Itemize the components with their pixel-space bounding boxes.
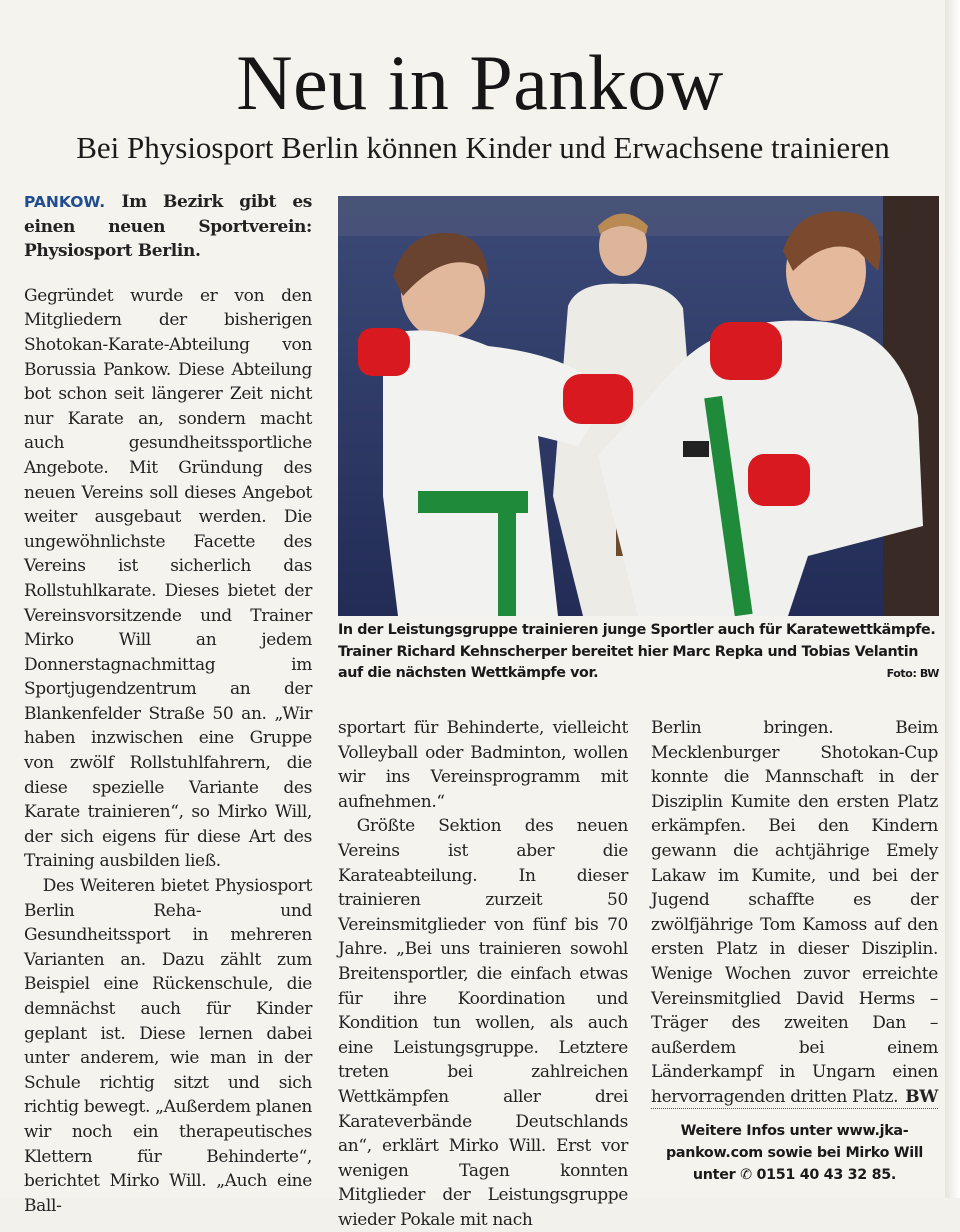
torn-edge xyxy=(945,0,960,1198)
karate-photo xyxy=(338,196,939,616)
article-column-1 xyxy=(24,190,312,1218)
dateline: PANKOW. xyxy=(24,193,106,211)
info-line: Weitere Infos unter www.jka-pankow.com sowie bei Mirko Will unter xyxy=(665,1123,924,1183)
phone-icon: ✆ xyxy=(740,1167,752,1183)
article-column-3 xyxy=(651,716,938,1110)
column-3-text: Berlin bringen. Beim Mecklenburger Shotokan-Cup konnte die Mannschaft in der Disziplin Kumite den ersten Platz erkämpfen. Bei den Kindern gewann die achtjährige Emely Lakaw im Kumite, und bei der Jugend schaffte es der zwölfjährige Tom Kamoss auf den ersten Platz in dieser Disziplin. Wenige Wochen zuvor erreichte Vereinsmitglied David Herms – Träger des zweiten Dan – außerdem bei einem Länderkampf in Ungarn einen hervorragenden dritten Platz. xyxy=(651,718,938,1107)
paragraph: Gegründet wurde er von den Mitgliedern der bisherigen Shotokan-Karate-Abteilung von Borussia Pankow. Diese Abteilung bot schon seit längerer Zeit nicht nur Karate an, sondern macht auch gesundheitssportliche Angebote. Mit Gründung des neuen Vereins soll dieses Angebot weiter ausgebaut werden. Die ungewöhnlichste Facette des Vereins ist sicherlich das Rollstuhlkarate. Dieses bietet der Vereinsvorsitzende und Trainer Mirko Will an jedem Donnerstagnachmittag im Sportjugendzentrum an der Blankenfelder Straße 50 an. „Wir haben inzwischen eine Gruppe von zwölf Rollstuhlfahrern, die diese spezielle Variante des Karate trainieren“, so Mirko Will, der sich eigens für diese Art des Training ausbilden ließ. xyxy=(24,285,312,872)
article-column-2 xyxy=(338,716,628,1232)
photo-credit: Foto: BW xyxy=(886,667,939,680)
divider xyxy=(651,1108,938,1109)
article-lead xyxy=(24,190,312,264)
article-photo xyxy=(338,196,939,616)
article-headline: Neu in Pankow xyxy=(236,39,724,126)
paragraph: Des Weiteren bietet Physiosport Berlin Reha- und Gesundheitssport in mehreren Varianten an. Dazu zählt zum Beispiel eine Rückenschule, die demnächst auch für Kinder geplant ist. Diese lernen dabei unter anderem, wie man in der Schule richtig sitzt und sich richtig bewegt. „Außerdem planen wir noch ein therapeutisches Klettern für Behinderte“, berichtet Mirko Will. „Auch eine Ball- xyxy=(24,876,312,1216)
info-box xyxy=(651,1120,938,1186)
paragraph xyxy=(651,716,938,1110)
paragraph: sportart für Behinderte, vielleicht Volleyball oder Badminton, wollen wir ins Vereinsprogramm mit aufnehmen.“ xyxy=(338,718,628,812)
lead-text: Im Bezirk gibt es einen neuen Sportverein: Physiosport Berlin. xyxy=(24,192,313,262)
paragraph: Größte Sektion des neuen Vereins ist aber die Karateabteilung. In dieser trainieren zurzeit 50 Vereinsmitglieder von fünf bis 70 Jahre. „Bei uns trainieren sowohl Breitensportler, die einfach etwas für ihre Koordination und Kondition tun wollen, als auch eine Leistungsgruppe. Letztere treten bei zahlreichen Wettkämpfen aller drei Karateverbände Deutschlands an“, erklärt Mirko Will. Erst vor wenigen Tagen konnten Mitglieder der Leistungsgruppe wieder Pokale mit nach xyxy=(338,816,628,1230)
author-initials: BW xyxy=(905,1086,938,1107)
phone-number: 0151 40 43 32 85. xyxy=(756,1167,897,1183)
article-subheadline: Bei Physiosport Berlin können Kinder und Erwachsene trainieren xyxy=(76,130,890,165)
info-text xyxy=(651,1120,938,1186)
photo-caption xyxy=(338,620,939,685)
caption-text: In der Leistungsgruppe trainieren junge Sportler auch für Karatewettkämpfe. Trainer Richard Kehnscherper bereitet hier Marc Repka und Tobias Velantin auf die nächsten Wettkämpfe vor. xyxy=(338,622,936,681)
